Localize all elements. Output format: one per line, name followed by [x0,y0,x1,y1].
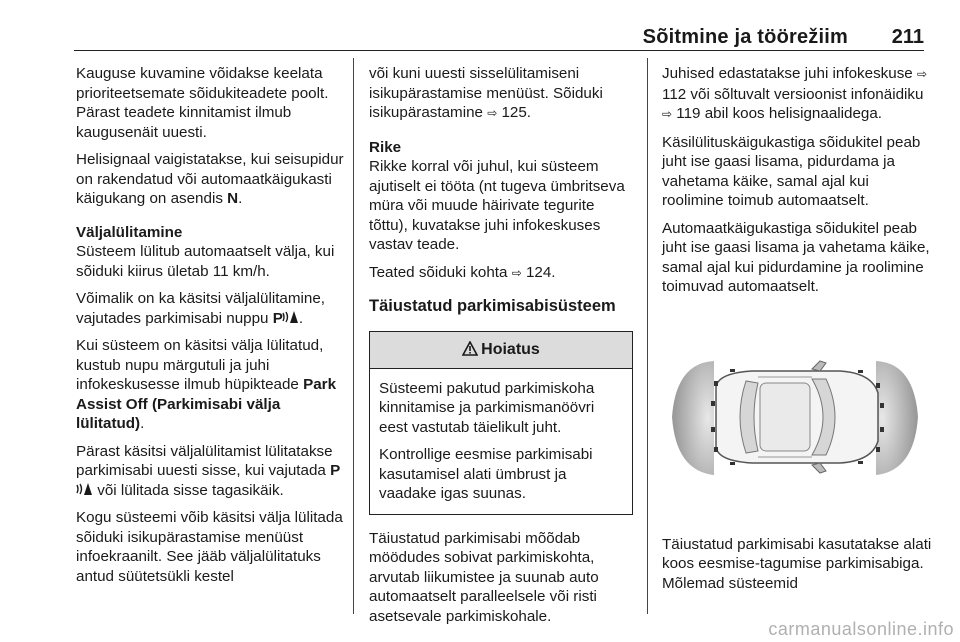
watermark: carmanualsonline.info [768,619,954,639]
column-divider [353,58,354,614]
text: Teated sõiduki kohta [369,263,512,281]
column-3 [662,64,932,601]
sensor [858,461,863,464]
text: või kuni uuesti sisselülitamiseni isikupärastamise menüüst. Sõiduki isikupärastamine [369,65,603,121]
text: Helisignaal vaigistatakse, kui seisupidur on rakendatud või automaatkäigukasti käigukang on asendis [76,151,344,207]
text: või lülitada sisse tagasikäik. [93,481,284,499]
car-sensor-diagram [662,309,924,523]
paragraph [76,150,344,209]
sensor [876,447,880,452]
header-title: Sõitmine ja töörežiim [642,26,848,48]
ref-arrow-icon: ⇨ [487,106,498,120]
column-2 [369,64,637,634]
warning-header [370,332,632,369]
column-1 [76,64,344,594]
popup-message: Park Assist Off (Parkimisabi välja lülitatud) [76,376,337,432]
sensor [714,381,718,386]
sensor [858,370,863,373]
text: 112 või sõltuvalt versioonist infonäidiku [662,85,924,103]
parking-sensor-illustration [662,309,924,523]
text: Juhised edastatakse juhi infokeskuse [662,65,917,82]
warning-title: Hoiatus [481,340,540,358]
text: . [140,415,145,432]
sensor [714,447,718,452]
paragraph: Täiustatud parkimisabi kasutatakse alati koos eesmise-tagumise parkimisabiga. Mõlemad süsteemid [662,535,932,592]
section-title: Täiustatud parkimisabisüsteem [369,297,616,315]
ref-arrow-icon: ⇨ [662,107,673,121]
sensor [730,462,735,465]
paragraph [369,263,637,284]
column-divider [647,58,648,614]
warning-triangle-icon [462,334,478,370]
warning-box [369,331,633,515]
subheading-deactivation: Väljalülitamine [76,223,183,241]
paragraph: Süsteemi pakutud parkimiskoha kinnitamise ja parkimismanöövri eest vastutab täielikult juht. [379,379,595,436]
paragraph: Kogu süsteemi võib käsitsi välja lülitada sõiduki isikupärastamise menüüst infoekraanilt. See jääb väljalülitatuks antud süütetsükli kestel [76,509,343,585]
sensor [711,401,715,406]
text: Võimalik on ka käsitsi väljalülitamine, vajutades parkimisabi nuppu [76,290,326,327]
text: Pärast käsitsi väljalülitamist lülitatakse parkimisabi uuesti sisse, kui vajutada [76,442,333,479]
page-header [74,20,924,51]
ref-arrow-icon: ⇨ [511,265,522,280]
paragraph: Käsilülituskäigukastiga sõidukitel peab juht ise gaasi lisama, pidurdama ja vahetama käike, samal ajal kui roolimine toimub automaatselt. [662,133,921,209]
text: 119 abil koos helisignaalidega. [672,105,883,122]
ref-arrow-icon: ⇨ [916,67,928,81]
subheading-fault: Rike [369,138,402,156]
paragraph [76,289,344,328]
text: Kui süsteem on käsitsi välja lülitatud, kustub nupu märgutuli ja juhi infokeskusesse ilmub hüpikteade [76,337,324,393]
parking-assist-icon: P [76,462,339,499]
paragraph: Rikke korral või juhul, kui süsteem ajutiselt ei tööta (nt tugeva ümbritseva müra või muude häirivate tegurite tõttu), kuvatakse juhi infokeskuses vastav teade. [369,158,625,253]
text: 124. [521,263,556,281]
paragraph [369,64,637,124]
paragraph [76,336,344,434]
front-sensor-zone [876,361,918,475]
text: 125. [497,104,532,121]
page-number: 211 [891,26,924,48]
sensor [730,369,735,372]
paragraph: Kauguse kuvamine võidakse keelata prioriteetsemate sõidukiteadete poolt. Pärast teadete kinnitamist ilmub kaugusenäit uuesti. [76,65,329,141]
paragraph: Süsteem lülitub automaatselt välja, kui sõiduki kiirus ületab 11 km/h. [76,243,335,280]
paragraph: Automaatkäigukastiga sõidukitel peab juht ise gaasi lisama ja vahetama käike, samal ajal kui pidurdamine ja roolimine toimuvad automaatselt. [662,219,930,295]
sensor [876,383,880,388]
sensor [880,403,884,408]
sensor [880,427,884,432]
sensor [711,427,715,432]
text: . [298,309,304,327]
gear-position: N [227,190,239,207]
text: . [238,190,243,207]
paragraph: Täiustatud parkimisabi mõõdab möödudes sobivat parkimiskohta, arvutab liikumistee ja suunab auto automaatselt paralleelsele või risti asetsevale parkimiskohale. [369,529,599,625]
paragraph: Kontrollige eesmise parkimisabi kasutamisel alati ümbrust ja vaadake igas suunas. [379,446,593,502]
paragraph [76,442,344,501]
warning-body [370,369,632,514]
rear-sensor-zone [672,361,714,475]
parking-assist-icon: P [273,310,299,327]
paragraph [662,64,932,125]
